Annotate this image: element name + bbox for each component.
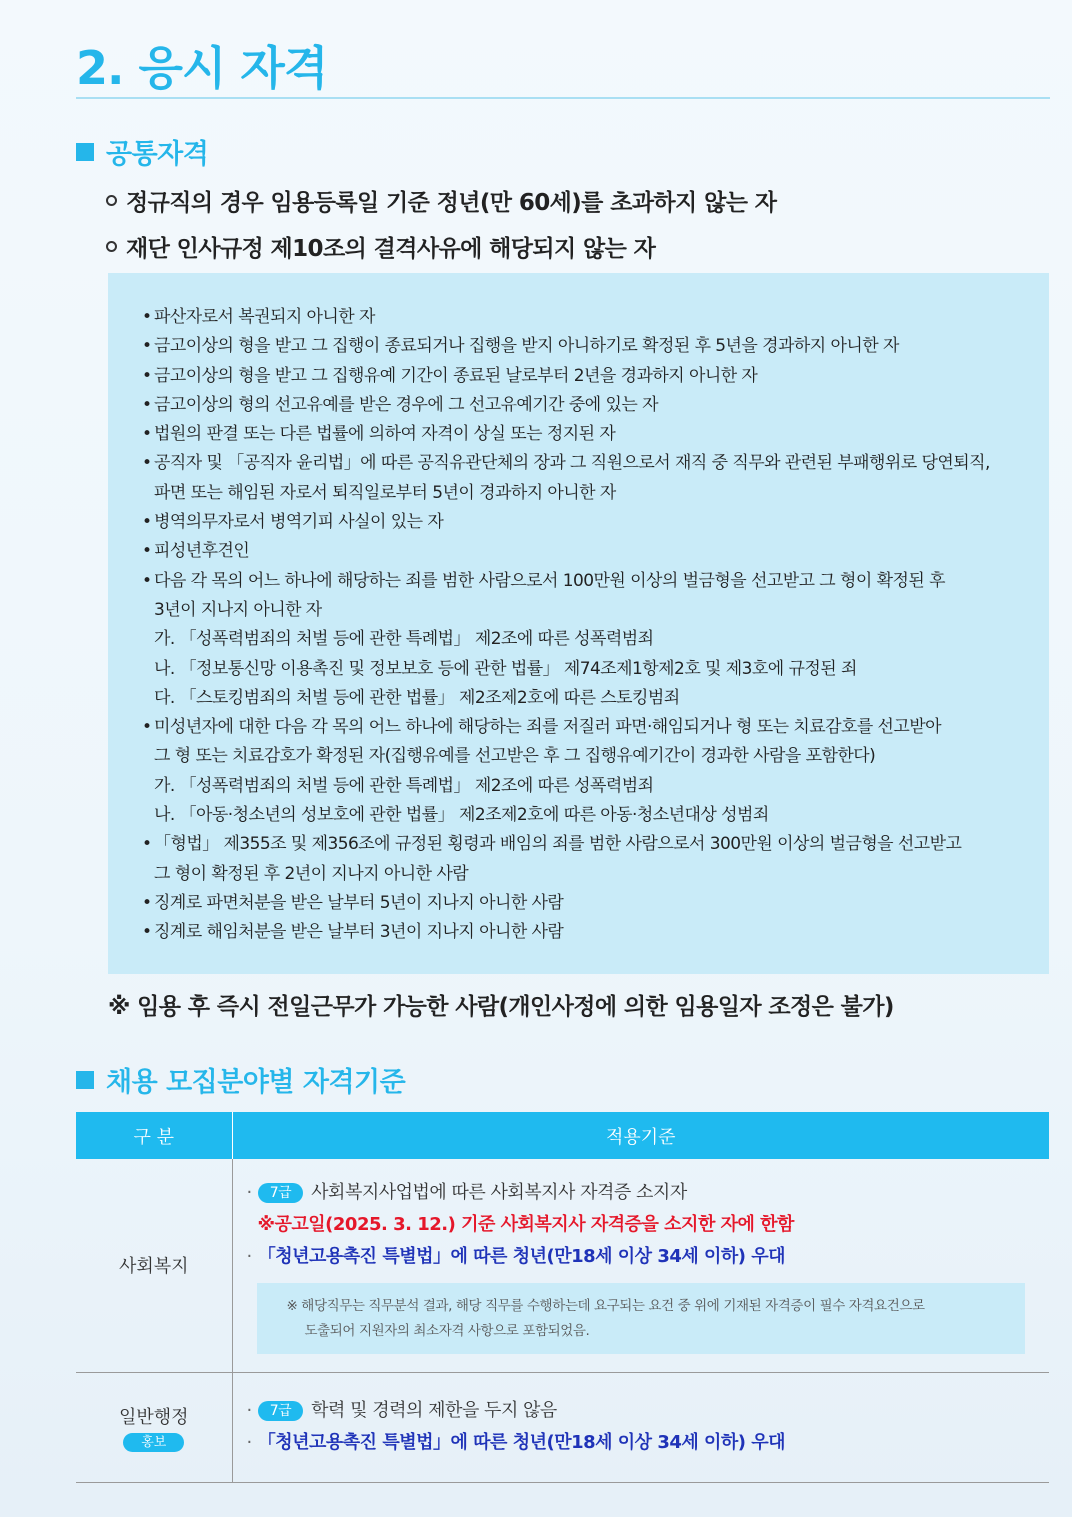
criteria-text: 학력 및 경력의 제한을 두지 않음 [311,1400,557,1421]
list-item: • 금고이상의 형을 받고 그 집행유예 기간이 종료된 날로부터 2년을 경과하지 아니한 자 [144,362,1029,391]
list-item: 3년이 지나지 아니한 자 [154,599,322,620]
youth-preference-text: 「청년고용촉진 특별법」에 따른 청년(만18세 이상 34세 이하) 우대 [257,1432,786,1453]
common-item [106,230,655,263]
list-item: 파면 또는 해임된 자로서 퇴직일로부터 5년이 경과하지 아니한 자 [154,482,616,503]
job-analysis-note [257,1283,1025,1354]
section-heading-label: 채용 모집분야별 자격기준 [106,1067,406,1098]
list-item: 가. 「성폭력범죄의 처벌 등에 관한 특례법」 제2조에 따른 성폭력범죄 [154,775,654,796]
list-item: • 미성년자에 대한 다음 각 목의 어느 하나에 해당하는 죄를 저질러 파면·해임되거나 형 또는 치료감호를 선고받아 [144,713,1029,742]
list-item: 다. 「스토킹범죄의 처벌 등에 관한 법률」 제2조제2호에 따른 스토킹범죄 [154,687,680,708]
section-heading-common [76,132,208,171]
section-heading-label: 공통자격 [106,139,209,170]
criteria-line: · 「청년고용촉진 특별법」에 따른 청년(만18세 이상 34세 이하) 우대 [247,1241,1026,1273]
list-item: • 법원의 판결 또는 다른 법률에 의하여 자격이 상실 또는 정지된 자 [144,420,1029,449]
disqualification-box [108,273,1049,974]
list-item: 나. 「아동·청소년의 성보호에 관한 법률」 제2조제2호에 따른 아동·청소년대상 성범죄 [154,805,769,826]
common-item-text: 정규직의 경우 임용등록일 기준 정년(만 60세)를 초과하지 않는 자 [126,190,777,216]
list-item: • 징계로 해임처분을 받은 날부터 3년이 지나지 아니한 사람 [144,918,1029,947]
list-item: • 징계로 파면처분을 받은 날부터 5년이 지나지 아니한 사람 [144,889,1029,918]
note-line: ※ 해당직무는 직무분석 결과, 해당 직무를 수행하는데 요구되는 요건 중 위에 기재된 자격증이 필수 자격요건으로 [286,1297,925,1314]
criteria-text: 사회복지사업법에 따른 사회복지사 자격증 소지자 [311,1181,687,1203]
grade-badge: 7급 [258,1401,303,1421]
deadline-notice: ※공고일(2025. 3. 12.) 기준 사회복지사 자격증을 소지한 자에 한함 [257,1213,794,1235]
list-item: 나. 「정보통신망 이용촉진 및 정보보호 등에 관한 법률」 제74조제1항제2호 및 제3호에 규정된 죄 [154,658,857,679]
category-cell: 사회복지 [76,1159,232,1372]
square-bullet-icon [76,143,94,161]
note-line: 도출되어 지원자의 최소자격 사항으로 포함되었음. [304,1322,590,1339]
criteria-cell [232,1372,1049,1482]
section-heading-criteria [76,1060,405,1099]
circle-bullet-icon [106,195,117,206]
category-badge: 홍보 [123,1433,184,1452]
criteria-cell [232,1159,1049,1372]
square-bullet-icon [76,1071,94,1089]
grade-badge: 7급 [258,1183,303,1203]
title-divider [76,97,1050,99]
list-item: • 금고이상의 형의 선고유예를 받은 경우에 그 선고유예기간 중에 있는 자 [144,391,1029,420]
common-item-text: 재단 인사규정 제10조의 결격사유에 해당되지 않는 자 [126,236,656,262]
category-cell [76,1372,232,1482]
criteria-line: · 「청년고용촉진 특별법」에 따른 청년(만18세 이상 34세 이하) 우대 [247,1427,1026,1459]
criteria-line: · 7급 사회복지사업법에 따른 사회복지사 자격증 소지자 [247,1177,1026,1209]
list-item: 그 형이 확정된 후 2년이 지나지 아니한 사람 [154,863,469,884]
circle-bullet-icon [106,241,117,252]
disqualification-list [144,303,1029,948]
column-header-criteria: 적용기준 [232,1112,1049,1159]
list-item: • 파산자로서 복권되지 아니한 자 [144,303,1029,332]
column-header-category: 구 분 [76,1112,232,1159]
list-item: • 금고이상의 형을 받고 그 집행이 종료되거나 집행을 받지 아니하기로 확정된 후 5년을 경과하지 아니한 자 [144,332,1029,361]
list-item: • 다음 각 목의 어느 하나에 해당하는 죄를 범한 사람으로서 100만원 이상의 벌금형을 선고받고 그 형이 확정된 후 [144,567,1029,596]
youth-preference-text: 「청년고용촉진 특별법」에 따른 청년(만18세 이상 34세 이하) 우대 [257,1245,786,1267]
category-label: 일반행정 [118,1406,189,1428]
list-item: • 피성년후견인 [144,537,1029,566]
table-header-row [76,1112,1049,1159]
table-row [76,1372,1049,1482]
criteria-table [76,1112,1049,1483]
full-time-note: ※ 임용 후 즉시 전일근무가 가능한 사람(개인사정에 의한 임용일자 조정은 불가) [108,994,894,1020]
page-title: 2. 응시 자격 [76,41,328,95]
criteria-line: · 7급 학력 및 경력의 제한을 두지 않음 [247,1395,1026,1427]
table-row [76,1159,1049,1372]
list-item: • 「형법」 제355조 및 제356조에 규정된 횡령과 배임의 죄를 범한 사람으로서 300만원 이상의 벌금형을 선고받고 [144,830,1029,859]
common-item [106,184,776,217]
list-item: 가. 「성폭력범죄의 처벌 등에 관한 특례법」 제2조에 따른 성폭력범죄 [154,629,654,650]
list-item: 그 형 또는 치료감호가 확정된 자(집행유예를 선고받은 후 그 집행유예기간이 경과한 사람을 포함한다) [154,746,876,767]
list-item: • 병역의무자로서 병역기피 사실이 있는 자 [144,508,1029,537]
list-item: • 공직자 및 「공직자 윤리법」에 따른 공직유관단체의 장과 그 직원으로서 재직 중 직무와 관련된 부패행위로 당연퇴직, [144,449,1029,478]
